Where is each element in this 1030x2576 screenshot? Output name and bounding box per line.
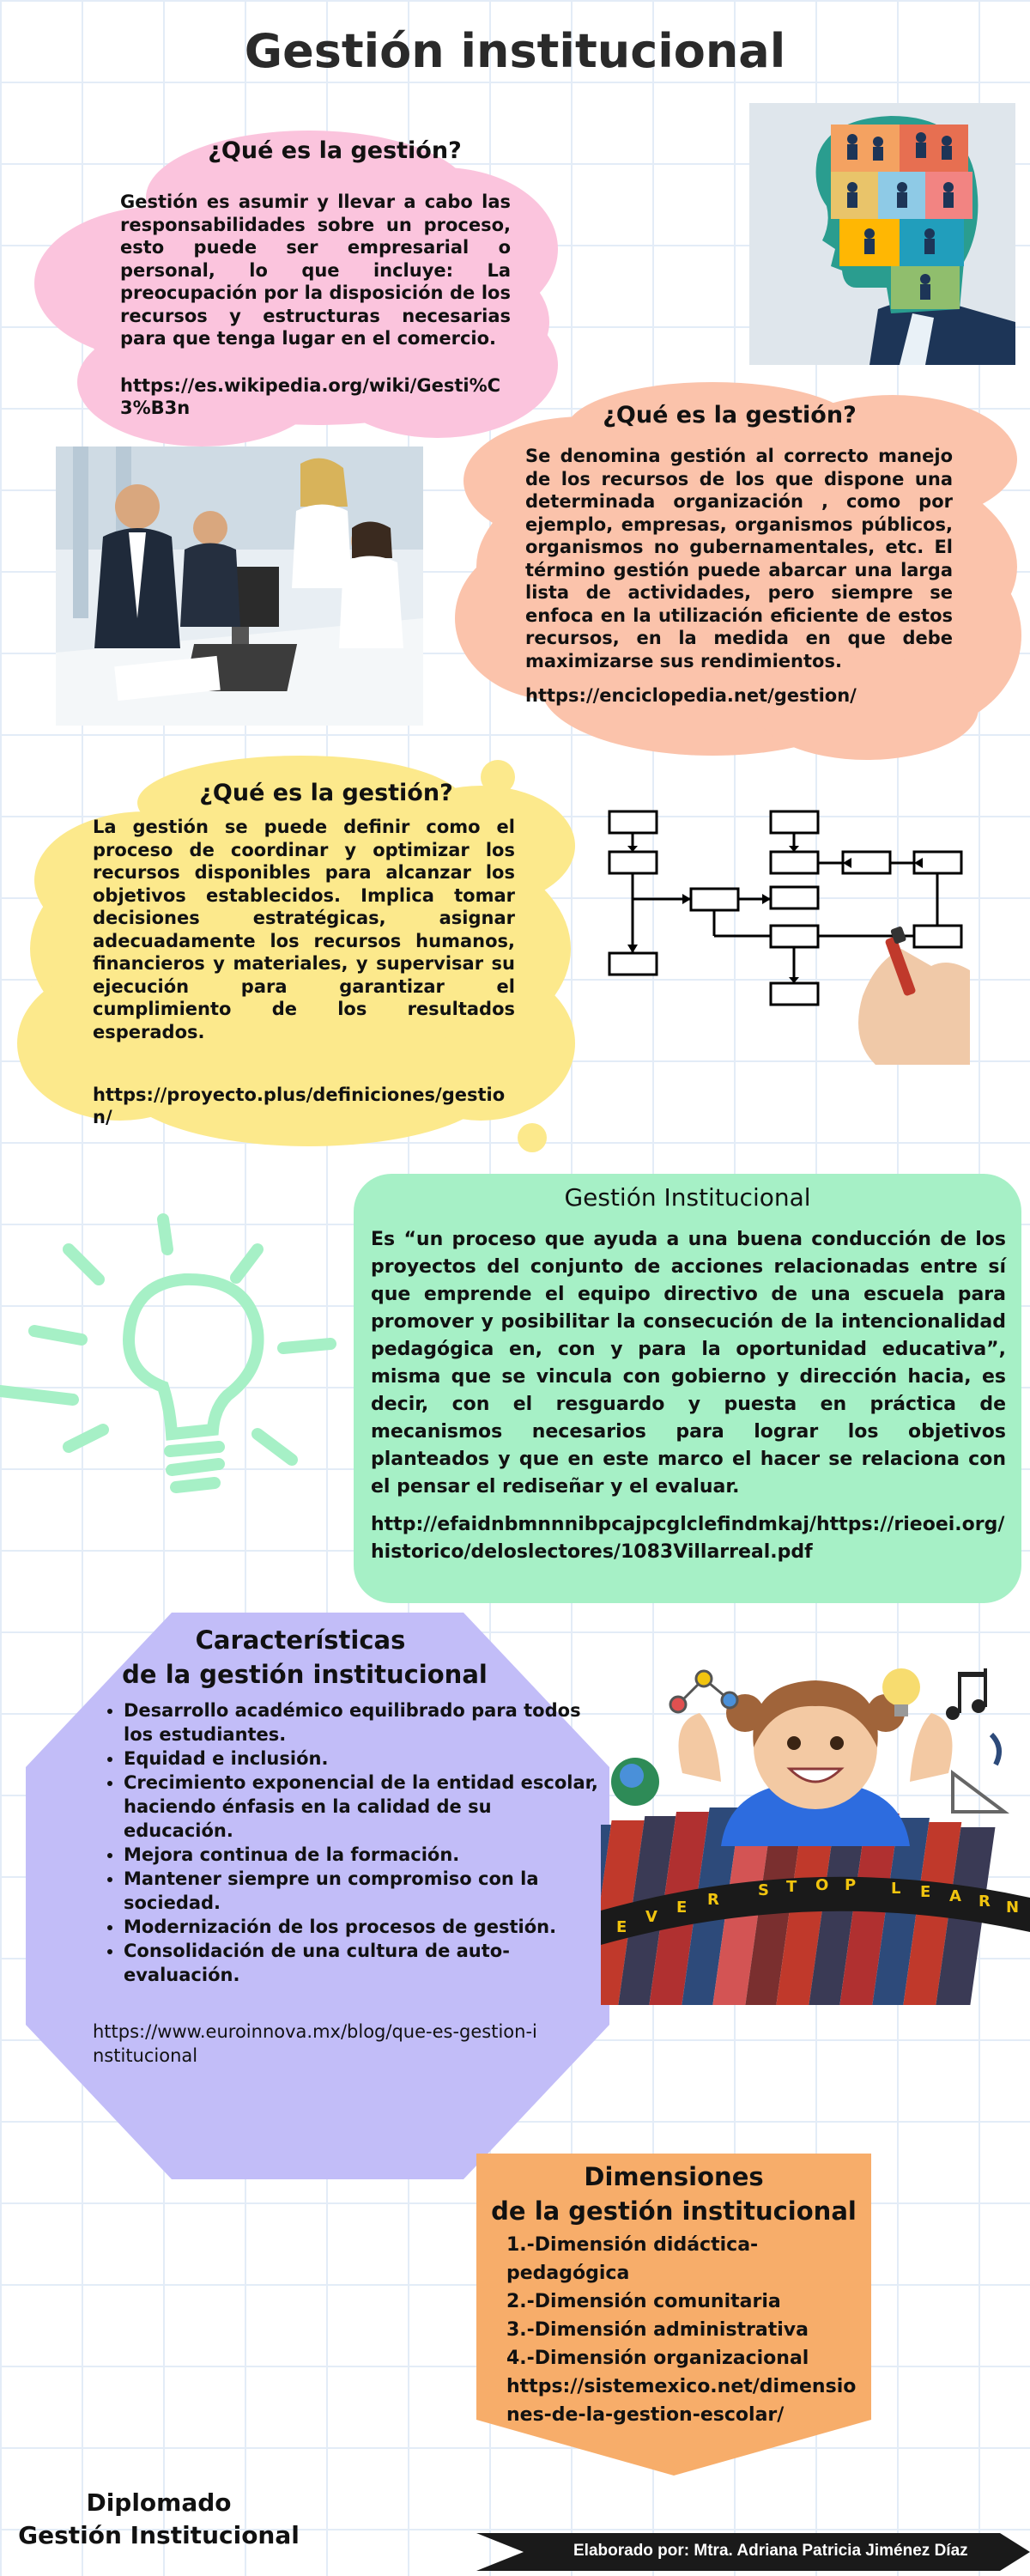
list-item: 1.-Dimensión didáctica-pedagógica bbox=[506, 2234, 759, 2284]
book-letter: E bbox=[616, 1918, 627, 1936]
section3-link[interactable]: https://proyecto.plus/definiciones/gestion/ bbox=[93, 1084, 506, 1127]
list-item: 4.-Dimensión organizacional bbox=[506, 2348, 809, 2369]
list-item: • Desarrollo académico equilibrado para todos los estudiantes. bbox=[124, 1698, 604, 1747]
book-letter: A bbox=[949, 1887, 961, 1905]
book-letter: S bbox=[758, 1881, 769, 1899]
book-letter: V bbox=[645, 1908, 657, 1926]
section2-text: Se denomina gestión al correcto manejo de los recursos de los que dispone una determinada organización , como por ejemplo, empresas, organismos públicos, organismos no gubernamentales, etc. El término gestión puede abarcar una larga lista de actividades, pero siempre se enfoca en la utilización eficiente de estos recursos, en la medida en que debe maximizarse sus rendimientos. bbox=[525, 446, 953, 671]
section3-text: La gestión se puede definir como el proceso de coordinar y optimizar los recursos disponibles para alcanzar los objetivos establecidos. Implica tomar decisiones estratégicas, asignar adecuadamente los recursos humanos, financieros y materiales, y supervisar su ejecución para garantizar el cumplimiento de los resultados esperados. bbox=[93, 817, 515, 1042]
section1-heading: ¿Qué es la gestión? bbox=[208, 137, 462, 164]
section5-heading-line1: Características bbox=[195, 1625, 406, 1655]
list-item: • Mantener siempre un compromiso con la sociedad. bbox=[124, 1867, 604, 1915]
lightbulb-icon bbox=[0, 1202, 360, 1563]
footer-line1: Diplomado bbox=[86, 2488, 232, 2517]
section2-link[interactable]: https://enciclopedia.net/gestion/ bbox=[525, 685, 857, 706]
list-item: • Equidad e inclusión. bbox=[124, 1747, 604, 1771]
book-letter: R bbox=[978, 1893, 991, 1911]
section4-heading: Gestión Institucional bbox=[564, 1183, 811, 1212]
dimensions-list bbox=[506, 2231, 867, 2372]
book-letter: R bbox=[707, 1891, 719, 1909]
book-letter: E bbox=[920, 1883, 931, 1901]
flowchart-hand-image bbox=[592, 799, 970, 1065]
list-item: 2.-Dimensión comunitaria bbox=[506, 2291, 781, 2312]
book-letter: L bbox=[891, 1880, 901, 1898]
list-item: • Modernización de los procesos de gestión. bbox=[124, 1915, 604, 1939]
page-title: Gestión institucional bbox=[244, 24, 786, 78]
footer-credit: Elaborado por: Mtra. Adriana Patricia Jiménez Díaz bbox=[573, 2542, 968, 2560]
list-item: • Crecimiento exponencial de la entidad escolar, haciendo énfasis en la calidad de su educación. bbox=[124, 1771, 604, 1843]
book-letter: T bbox=[786, 1878, 797, 1896]
section1-link[interactable]: https://es.wikipedia.org/wiki/Gesti%C3%B3n bbox=[120, 375, 501, 418]
section5-heading-line2: de la gestión institucional bbox=[122, 1660, 488, 1689]
head-puzzle-image bbox=[749, 103, 1015, 365]
girl-books-image bbox=[601, 1653, 1030, 2018]
section6-heading-line1: Dimensiones bbox=[584, 2162, 764, 2191]
book-letter: O bbox=[815, 1876, 829, 1894]
book-letter: E bbox=[676, 1899, 688, 1917]
list-item: 3.-Dimensión administrativa bbox=[506, 2319, 809, 2341]
list-item: • Consolidación de una cultura de auto-evaluación. bbox=[124, 1939, 604, 1987]
office-meeting-image bbox=[56, 447, 423, 726]
characteristics-list bbox=[93, 1698, 604, 1987]
book-letter: N bbox=[1006, 1899, 1020, 1917]
section4-text: Es “un proceso que ayuda a una buena conducción de los proyectos del conjunto de acciones relacionadas entre sí que emprende el equipo directivo de una escuela para promover y posibilitar la consecución de la intencionalidad pedagógica en, con y para la oportunidad educativa”, misma que se vincula con gobierno y dirección hacia, es decir, con el resguardo y puesta en práctica de mecanismos necesarios para lograr los objetivos planteados y que en este marco el hacer se relaciona con el pensar el rediseñar y el evaluar. bbox=[371, 1229, 1006, 1498]
section1-text: Gestión es asumir y llevar a cabo las responsabilidades sobre un proceso, esto puede ser empresarial o personal, lo que incluye: La preocupación por la disposición de los recursos y estructuras necesarias para que tenga lugar en el comercio. bbox=[120, 191, 511, 349]
footer-title bbox=[17, 2487, 300, 2552]
list-item: • Mejora continua de la formación. bbox=[124, 1843, 604, 1867]
section6-heading-line2: de la gestión institucional bbox=[491, 2196, 857, 2226]
section5-link[interactable]: https://www.euroinnova.mx/blog/que-es-gestion-institucional bbox=[93, 2021, 537, 2066]
footer-line2: Gestión Institucional bbox=[18, 2521, 300, 2549]
section3-heading: ¿Qué es la gestión? bbox=[199, 780, 453, 806]
section2-heading: ¿Qué es la gestión? bbox=[603, 402, 857, 428]
section6-link[interactable]: https://sistemexico.net/dimensiones-de-la-gestion-escolar/ bbox=[506, 2376, 857, 2426]
section4-link[interactable]: http://efaidnbmnnnibpcajpcglclefindmkaj/https://rieoei.org/historico/deloslectores/1083Villarreal.pdf bbox=[371, 1514, 1005, 1563]
book-letter: P bbox=[845, 1876, 857, 1894]
